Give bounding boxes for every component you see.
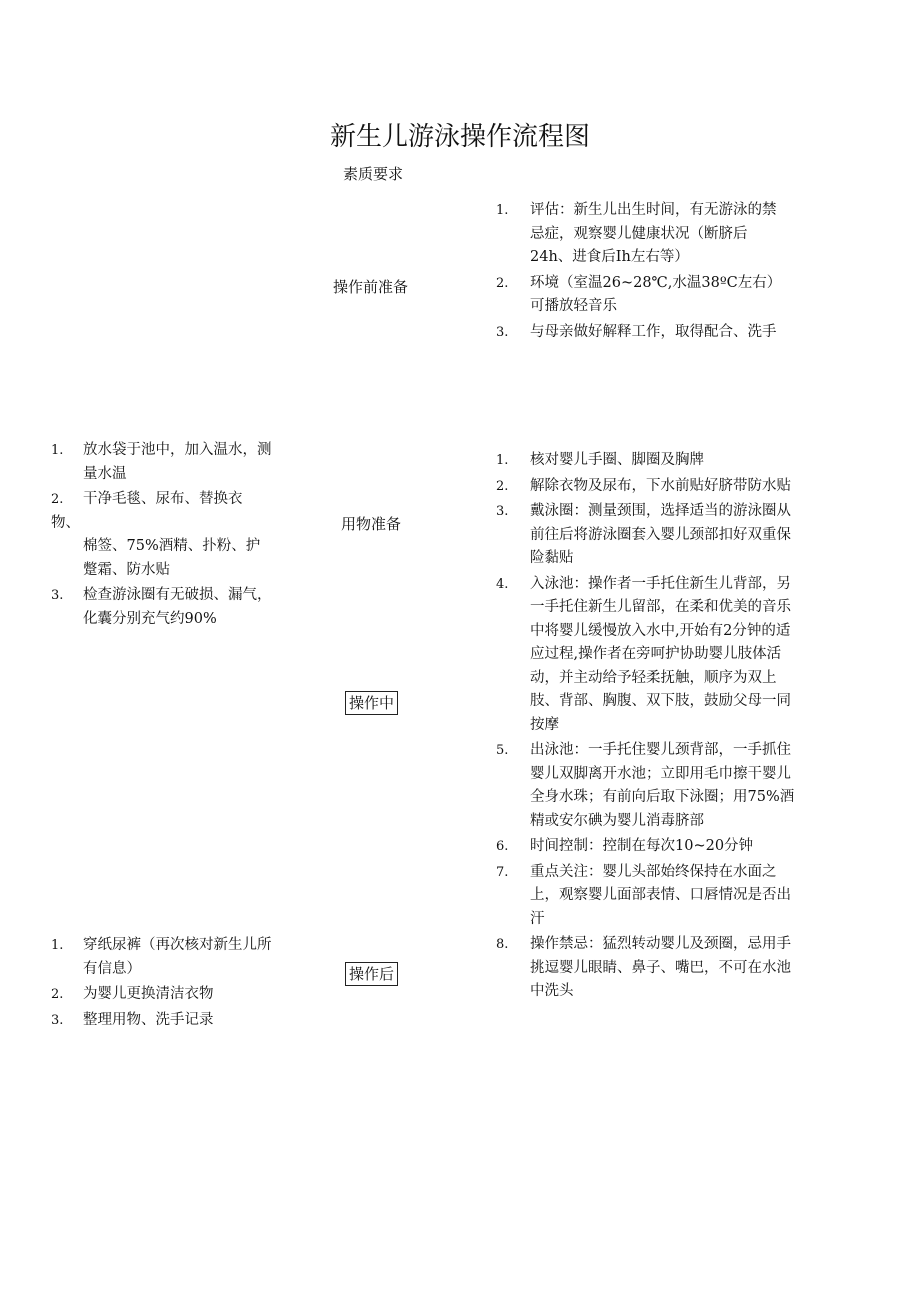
list-item: 5. 出泳池：一手托住婴儿颈背部，一手抓住婴儿双脚离开水池；立即用毛巾擦干婴儿全身水珠；有前向后取下泳圈；用75%酒精或安尔碘为婴儿消毒脐部: [496, 742, 795, 829]
list-item: 2. 干净毛毯、尿布、替换衣 物、 棉签、75%酒精、扑粉、护蹩霜、防水贴: [51, 491, 261, 578]
node-quality: 素质要求: [343, 165, 404, 183]
list-item: 1. 核对婴儿手圈、脚圈及胸牌: [496, 452, 704, 468]
list-item: 2. 解除衣物及尿布，下水前贴好脐带防水贴: [496, 477, 791, 494]
list-item: 6. 时间控制：控制在每次10~20分钟: [496, 838, 754, 854]
supplies-list: [51, 439, 273, 633]
list-item: 3. 戴泳圈：测量颈围，选择适当的游泳圈从前往后将游泳圈套入婴儿颈部扣好双重保险黏贴: [496, 503, 791, 566]
list-item: 1. 评估：新生儿出生时间，有无游泳的禁忌症，观察婴儿健康状况（断脐后24h、进食后Ih左右等）: [496, 202, 777, 265]
page-title: 新生儿游泳操作流程图: [329, 122, 590, 152]
list-item: 3. 整理用物、洗手记录: [51, 1011, 214, 1028]
during-operation-list: [496, 449, 802, 1006]
list-item: 4. 入泳池：操作者一手托住新生儿背部，另一手托住新生儿留部，在柔和优美的音乐中将婴儿缓慢放入水中,开始有2分钟的适应过程,操作者在旁呵护协助婴儿肢体活动，并主动给予轻柔抚触，顺序为双上肢、背部、胸腹、双下肢，鼓励父母一同按摩: [496, 575, 791, 733]
list-item: 3. 与母亲做好解释工作，取得配合、洗手: [496, 323, 777, 340]
list-item: 1. 穿纸尿裤（再次核对新生儿所有信息）: [51, 937, 272, 977]
list-item: 8. 操作禁忌：猛烈转动婴儿及颈圈，忌用手挑逗婴儿眼睛、鼻子、嘴巴，不可在水池中洗头: [496, 936, 791, 999]
list-item: 7. 重点关注：婴儿头部始终保持在水面之上，观察婴儿面部表情、口唇情况是否出汗: [496, 863, 791, 927]
pre-operation-list: [496, 199, 782, 346]
node-after-operation: 操作后: [345, 962, 398, 986]
list-item: 2. 环境（室温26~28℃,水温38ºC左右）可播放轻音乐: [496, 274, 782, 314]
list-item: 1. 放水袋于池中，加入温水，测量水温: [51, 442, 272, 482]
after-operation-list: [51, 934, 273, 1034]
node-supplies: 用物准备: [341, 515, 402, 533]
list-item: 2. 为婴儿更换清洁衣物: [51, 986, 214, 1002]
node-during-operation: 操作中: [345, 691, 398, 715]
list-item: 3. 检查游泳圈有无破损、漏气，化囊分别充气约90%: [51, 587, 272, 627]
node-pre-operation: 操作前准备: [333, 278, 409, 296]
